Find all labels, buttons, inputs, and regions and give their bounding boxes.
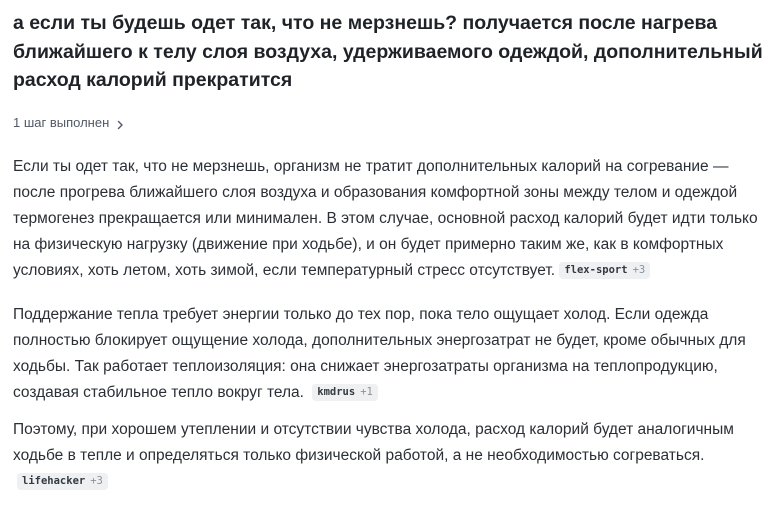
source-chip-more-count: +3 (632, 263, 646, 276)
answer-paragraph-3-text: Поэтому, при хорошем утеплении и отсутствии чувства холода, расход калорий будет аналогичным ходьбе в тепле и определяться только физической работой, а не необходимостью согреваться. (13, 420, 734, 464)
source-chip-more-count: +3 (90, 474, 103, 487)
chevron-right-icon (115, 118, 125, 128)
steps-completed-label: 1 шаг выполнен (13, 115, 110, 130)
answer-paragraph-2 (13, 302, 765, 406)
answer-paragraph-1-text: Если ты одет так, что не мерзнешь, организм не тратит дополнительных калорий на согревание — после прогрева ближайшего слоя воздуха и образования комфортной зоны между телом и одеждой термогенез прекращается или минимален. В этом случае, основной расход калорий будет идти только на физическую нагрузку (движение при ходьбе), и он будет примерно таким же, как в комфортных условиях, хоть летом, хоть зимой, если температурный стресс отсутствует. (13, 157, 758, 279)
answer-paragraph-3 (13, 417, 765, 495)
source-chip-flex-sport[interactable] (559, 262, 650, 279)
user-question: а если ты будешь одет так, что не мерзнешь? получается после нагрева ближайшего к телу слоя воздуха, удерживаемого одеждой, дополнительный расход калорий прекратится (13, 12, 763, 91)
source-chip-name: kmdrus (317, 385, 356, 398)
source-chip-more-count: +1 (360, 385, 373, 398)
steps-completed-toggle[interactable] (13, 114, 125, 132)
source-chip-name: flex-sport (564, 263, 628, 276)
chat-message (13, 0, 765, 495)
answer-paragraph-1 (13, 154, 765, 284)
answer-paragraph-2-text: Поддержание тепла требует энергии только до тех пор, пока тело ощущает холод. Если одежда полностью блокирует ощущение холода, дополнительных энергозатрат не будет, кроме обычных для ходьбы. Так работает теплоизоляция: она снижает энергозатраты организма на теплопродукцию, создавая стабильное тепло вокруг тела. (13, 305, 746, 401)
source-chip-kmdrus[interactable] (312, 384, 378, 401)
source-chip-lifehacker[interactable] (17, 473, 108, 490)
source-chip-name: lifehacker (22, 474, 86, 487)
